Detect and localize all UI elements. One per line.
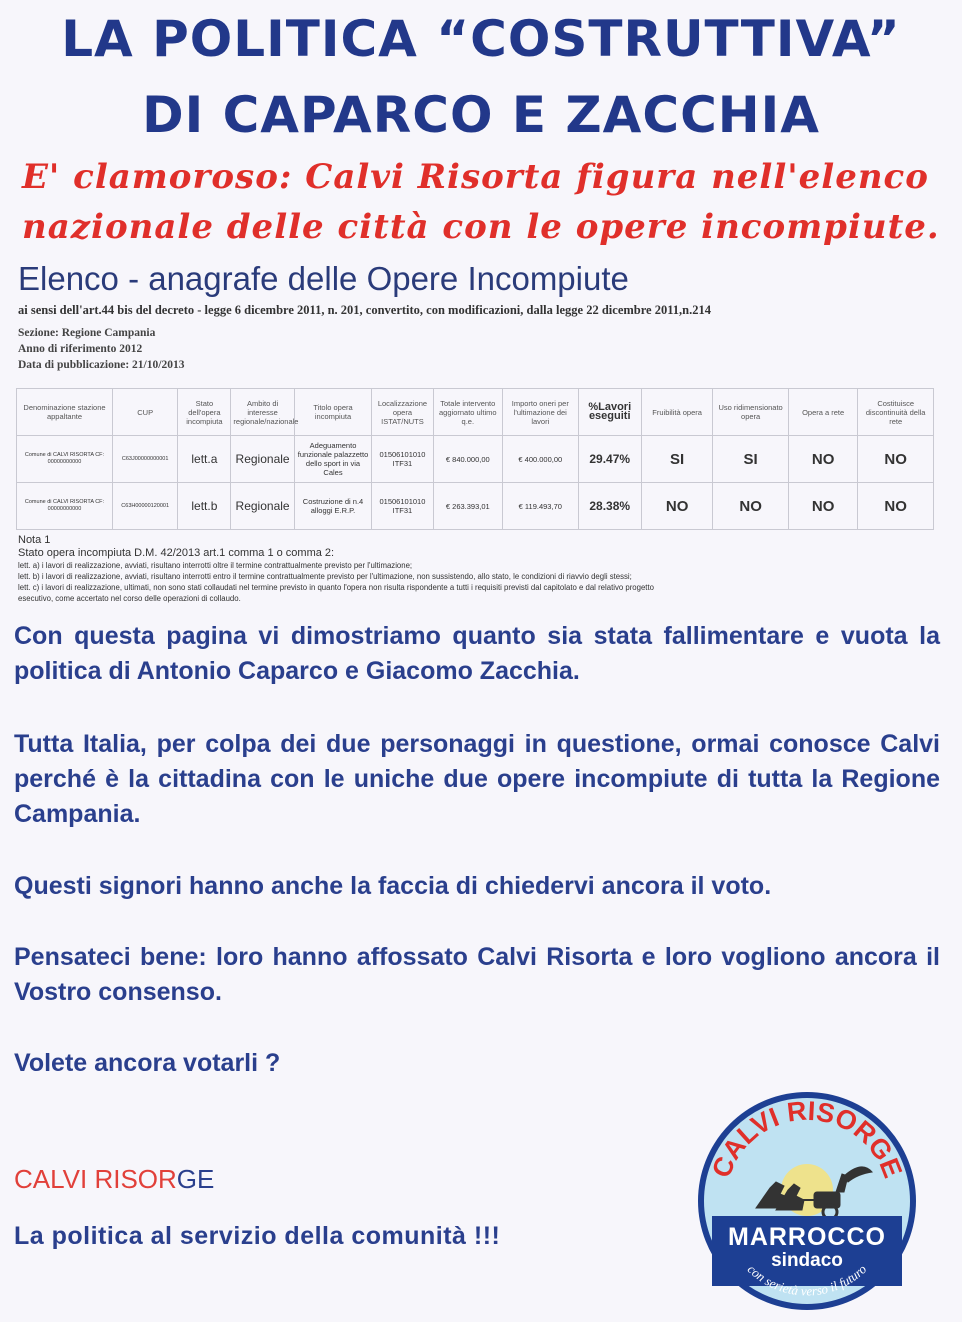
cell-fruibilita: NO xyxy=(641,483,712,530)
subheadline-line-1: E' clamoroso: Calvi Risorta figura nell'elenco xyxy=(22,157,929,197)
logo-tagline: con serietà verso il futuro xyxy=(744,1261,870,1299)
body-paragraph-3: Questi signori hanno anche la faccia di chiedervi ancora il voto. xyxy=(14,872,772,900)
cell-discontinuita: NO xyxy=(858,483,934,530)
cell-fruibilita: SI xyxy=(641,436,712,483)
header-importo: Importo oneri per l'ultimazione dei lavori xyxy=(503,389,579,436)
cell-discontinuita: NO xyxy=(858,436,934,483)
motto: La politica al servizio della comunità !!! xyxy=(14,1222,501,1250)
cell-uso: SI xyxy=(713,436,789,483)
header-stazione: Denominazione stazione appaltante xyxy=(17,389,113,436)
body-paragraph-2: Tutta Italia, per colpa dei due personaggi in questione, ormai conosce Calvi perché è la cittadina con le uniche due opere incompiute di tutta la Regione Campania. xyxy=(14,730,940,828)
subheadline-line-2: nazionale delle città con le opere incompiute. xyxy=(22,207,940,247)
document-title: Elenco - anagrafe delle Opere Incompiute xyxy=(18,260,629,297)
cell-totale: € 263.393,01 xyxy=(433,483,502,530)
opere-table xyxy=(16,388,934,530)
nota-lett-c-line-1: lett. c) i lavori di realizzazione, ultimati, non sono stati collaudati nel termine previsto in quanto l'opera non risulta rispondente a tutti i requisiti previsti dal capitolato e dal relativo progetto xyxy=(18,583,654,592)
cell-percentuale: 28.38% xyxy=(578,483,641,530)
table-row xyxy=(17,436,934,483)
cell-cup: C63J00000000001 xyxy=(112,436,177,483)
header-percentuale: %Lavori eseguiti xyxy=(578,389,641,436)
logo-arc-text: CALVI RISORGE xyxy=(706,1095,908,1182)
nota-title: Nota 1 xyxy=(18,534,51,546)
cell-ambito: Regionale xyxy=(231,483,294,530)
header-fruibilita: Fruibilità opera xyxy=(641,389,712,436)
body-paragraph-4: Pensateci bene: loro hanno affossato Calvi Risorta e loro vogliono ancora il Vostro consenso. xyxy=(14,943,940,1006)
document-anno: Anno di riferimento 2012 xyxy=(18,343,143,355)
cell-ambito: Regionale xyxy=(231,436,294,483)
cell-uso: NO xyxy=(713,483,789,530)
signature xyxy=(14,1164,214,1195)
document-data-pubblicazione: Data di pubblicazione: 21/10/2013 xyxy=(18,359,185,371)
header-uso: Uso ridimensionato opera xyxy=(713,389,789,436)
cell-stazione: Comune di CALVI RISORTA CF: 00000000000 xyxy=(17,483,113,530)
cell-cup: C63H00000120001 xyxy=(112,483,177,530)
document-subtitle: ai sensi dell'art.44 bis del decreto - legge 6 dicembre 2011, n. 201, convertito, con modificazioni, dalla legge 22 dicembre 2011,n.214 xyxy=(18,303,711,317)
nota-stato: Stato opera incompiuta D.M. 42/2013 art.1 comma 1 o comma 2: xyxy=(18,547,335,559)
calvi-risorge-logo xyxy=(696,1090,918,1312)
headline-line-1: LA POLITICA “COSTRUTTIVA” xyxy=(61,10,901,68)
body-paragraph-1: Con questa pagina vi dimostriamo quanto sia stata fallimentare e vuota la politica di Antonio Caparco e Giacomo Zacchia. xyxy=(14,622,940,685)
header-discontinuita: Costituisce discontinuità della rete xyxy=(858,389,934,436)
cell-stazione: Comune di CALVI RISORTA CF: 00000000000 xyxy=(17,436,113,483)
cell-stato: lett.a xyxy=(178,436,231,483)
document-sezione: Sezione: Regione Campania xyxy=(18,327,156,339)
cell-titolo: Costruzione di n.4 alloggi E.R.P. xyxy=(294,483,372,530)
nota-lett-c-line-2: esecutivo, come accertato nel corso delle operazioni di collaudo. xyxy=(18,594,241,603)
nota-lett-a: lett. a) i lavori di realizzazione, avviati, risultano interrotti oltre il termine contrattualmente previsto per l'ultimazione; xyxy=(18,561,413,570)
table-header-row xyxy=(17,389,934,436)
headline-line-2: DI CAPARCO E ZACCHIA xyxy=(142,86,820,144)
signature-part-blue: GE xyxy=(176,1164,215,1194)
header-localizzazione: Localizzazione opera ISTAT/NUTS xyxy=(372,389,433,436)
header-cup: CUP xyxy=(112,389,177,436)
cell-stato: lett.b xyxy=(178,483,231,530)
header-totale: Totale intervento aggiornato ultimo q.e. xyxy=(433,389,502,436)
table-row xyxy=(17,483,934,530)
cell-rete: NO xyxy=(788,436,857,483)
cell-localizzazione: 01506101010 ITF31 xyxy=(372,436,433,483)
signature-part-red: CALVI RISOR xyxy=(14,1164,177,1194)
logo-name: MARROCCO xyxy=(728,1223,886,1251)
cell-totale: € 840.000,00 xyxy=(433,436,502,483)
header-titolo: Titolo opera incompiuta xyxy=(294,389,372,436)
nota-block xyxy=(18,534,938,604)
header-rete: Opera a rete xyxy=(788,389,857,436)
header-stato: Stato dell'opera incompiuta xyxy=(178,389,231,436)
cell-importo: € 400.000,00 xyxy=(503,436,579,483)
nota-lett-b: lett. b) i lavori di realizzazione, avviati, risultano interrotti entro il termine contrattualmente previsto per l'ultimazione, non sussistendo, allo stato, le condizioni di riavvio degli stessi; xyxy=(18,572,632,581)
logo-role: sindaco xyxy=(771,1250,843,1271)
cell-localizzazione: 01506101010 ITF31 xyxy=(372,483,433,530)
cell-titolo: Adeguamento funzionale palazzetto dello sport in via Cales xyxy=(294,436,372,483)
header-ambito: Ambito di interesse regionale/nazionale xyxy=(231,389,294,436)
body-paragraph-5: Volete ancora votarli ? xyxy=(14,1049,281,1077)
cell-rete: NO xyxy=(788,483,857,530)
cell-percentuale: 29.47% xyxy=(578,436,641,483)
cell-importo: € 119.493,70 xyxy=(503,483,579,530)
